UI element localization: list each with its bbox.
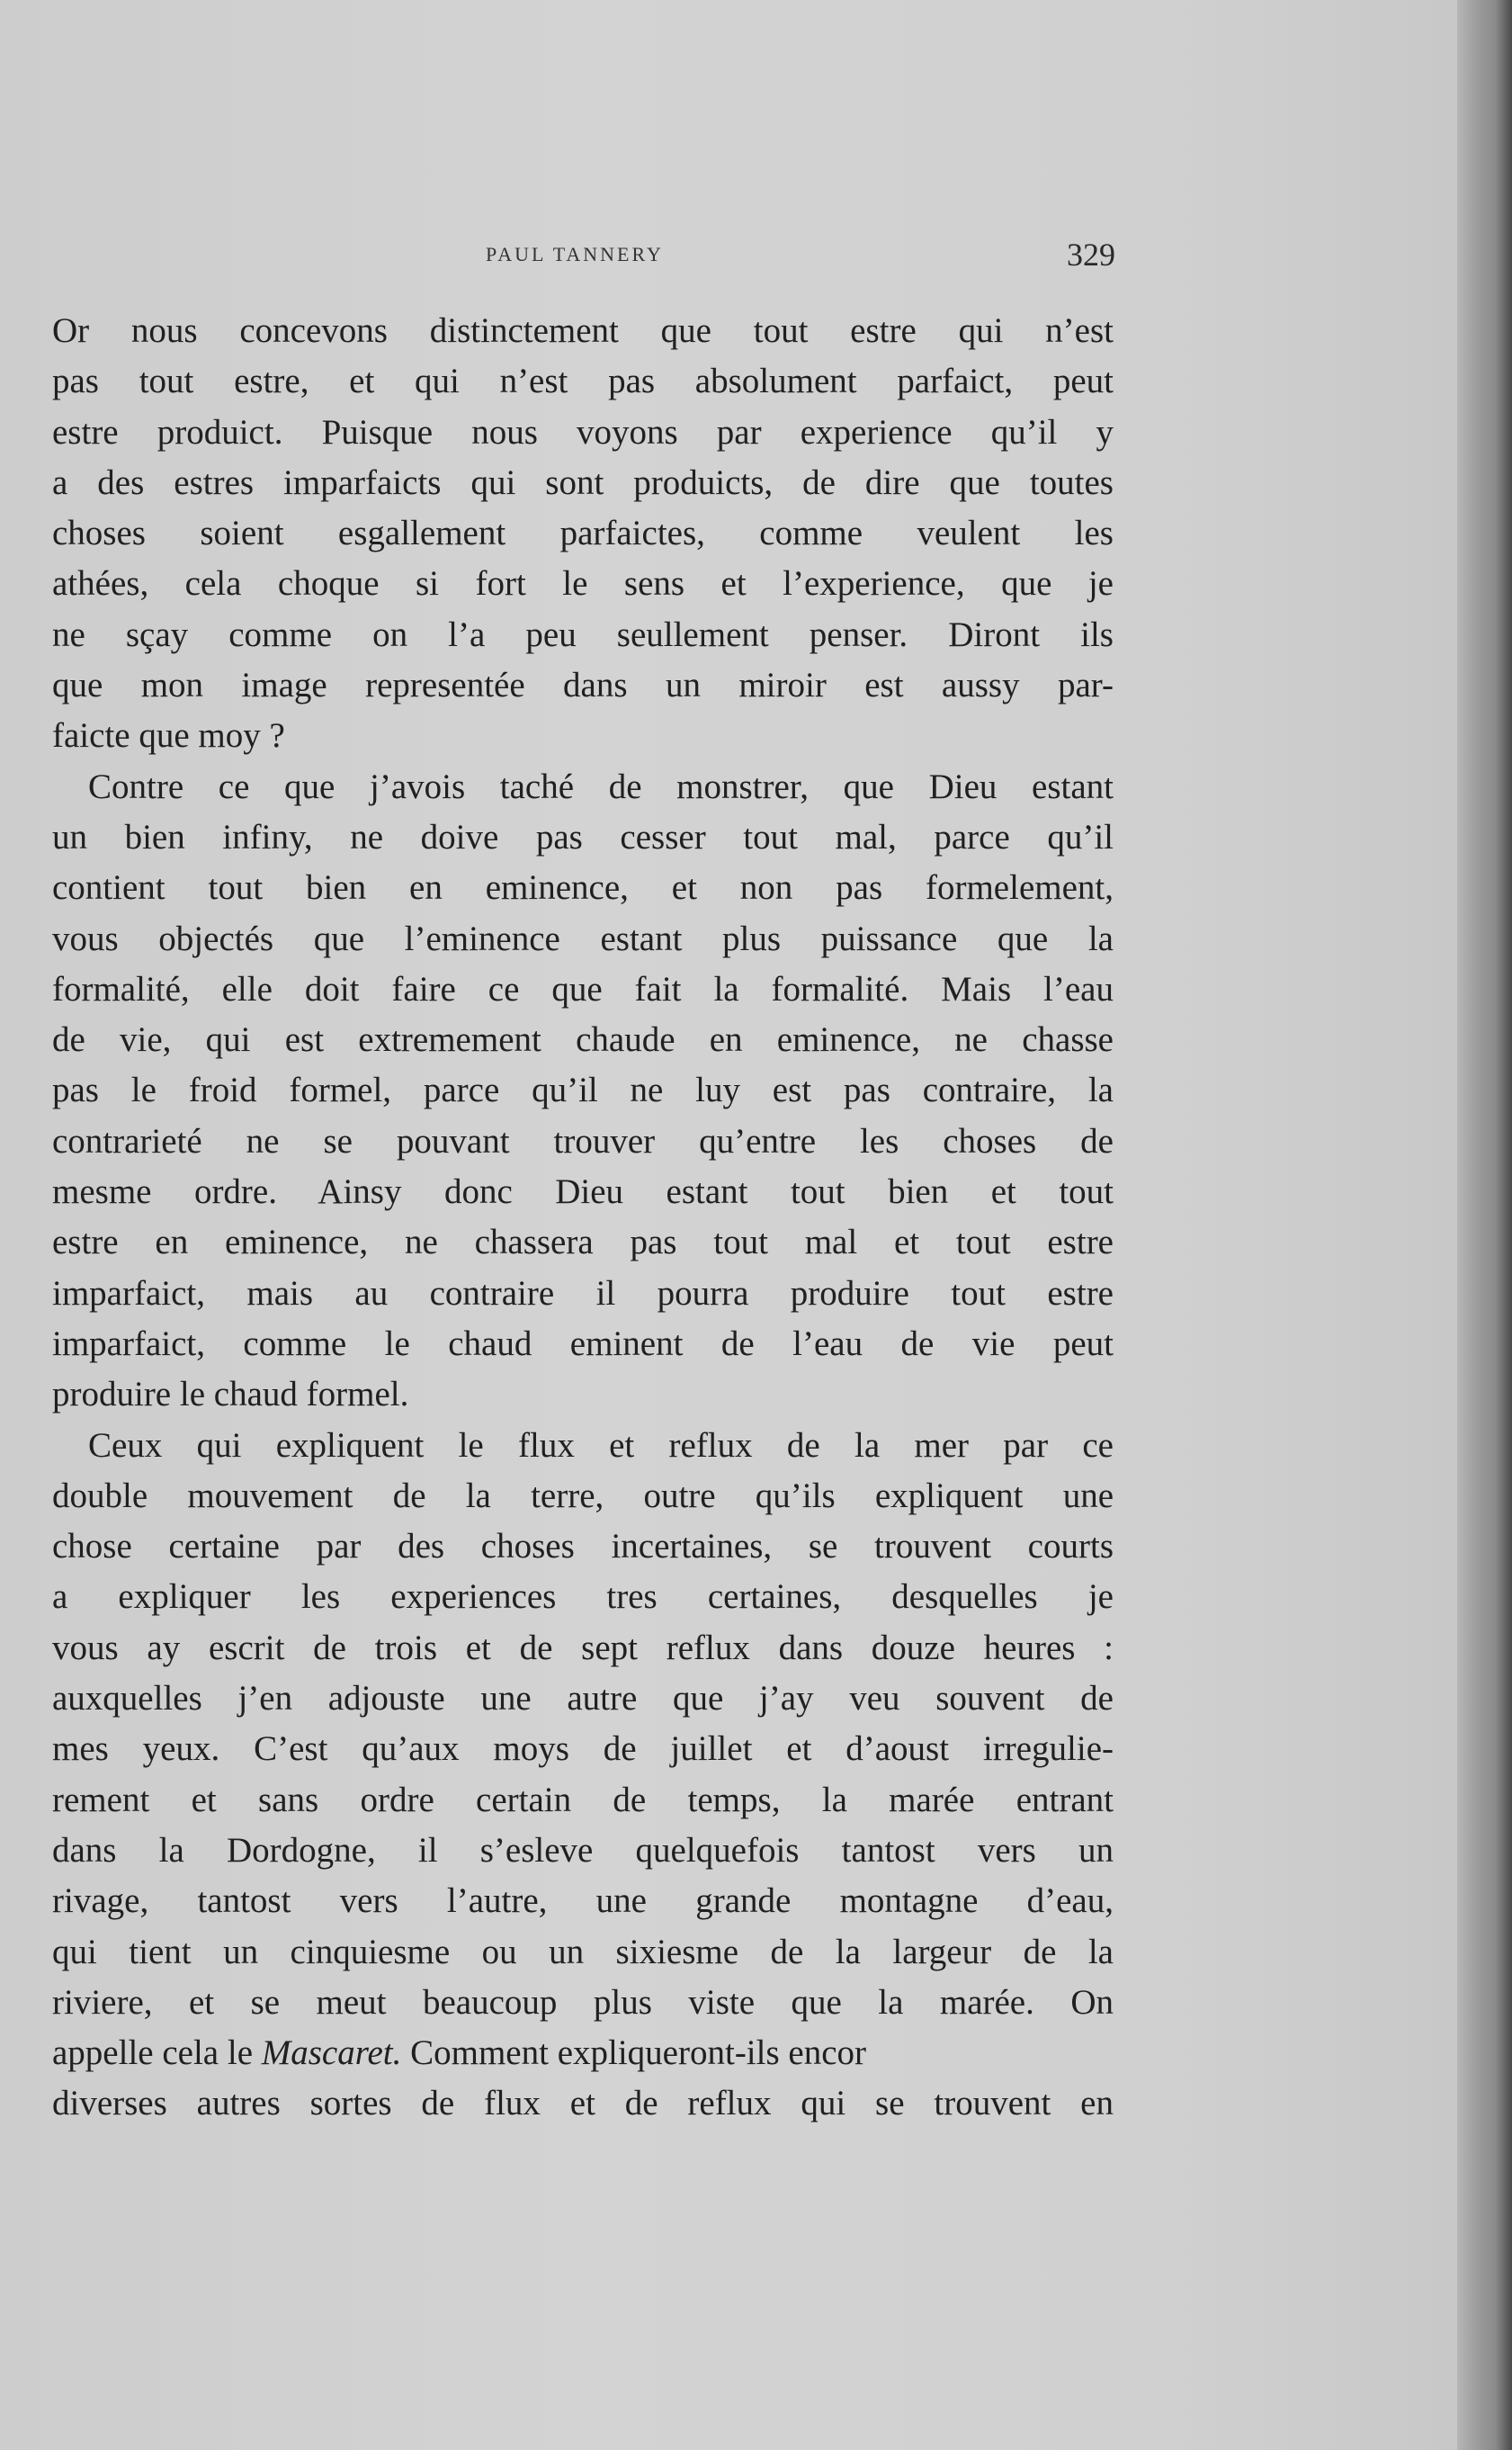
text-line: de vie, qui est extremement chaude en eminence, ne chasse xyxy=(52,1020,1114,1060)
text-line: pas tout estre, et qui n’est pas absolument parfaict, peut xyxy=(52,362,1114,401)
text-line: ne sçay comme on l’a peu seullement penser. Diront ils xyxy=(52,615,1114,654)
text-line: un bien infiny, ne doive pas cesser tout mal, parce qu’il xyxy=(52,817,1114,857)
text-line: vous ay escrit de trois et de sept reflux dans douze heures : xyxy=(52,1628,1114,1667)
text-line: chose certaine par des choses incertaines, se trouvent courts xyxy=(52,1527,1114,1566)
text-segment: appelle cela le xyxy=(52,2033,262,2073)
text-line: estre en eminence, ne chassera pas tout mal et tout estre xyxy=(52,1223,1114,1262)
book-gutter xyxy=(1457,0,1512,2450)
text-line: contrarieté ne se pouvant trouver qu’entre les choses de xyxy=(52,1121,1114,1161)
text-line: imparfaict, mais au contraire il pourra produire tout estre xyxy=(52,1273,1114,1313)
text-line: pas le froid formel, parce qu’il ne luy est pas contraire, la xyxy=(52,1071,1114,1110)
text-line: a des estres imparfaicts qui sont produicts, de dire que toutes xyxy=(52,462,1114,502)
text-line: faicte que moy ? xyxy=(52,716,285,756)
text-line: Or nous concevons distinctement que tout estre qui n’est xyxy=(52,311,1114,350)
text-line: contient tout bien en eminence, et non pas formelement, xyxy=(52,868,1114,908)
text-segment: Comment expliqueront-ils encor xyxy=(401,2033,867,2073)
text-line: mesme ordre. Ainsy donc Dieu estant tout bien et tout xyxy=(52,1172,1114,1212)
page-header xyxy=(54,236,1115,272)
text-line: estre produict. Puisque nous voyons par experience qu’il y xyxy=(52,412,1114,452)
text-line: riviere, et se meut beaucoup plus viste que la marée. On xyxy=(52,1982,1114,2022)
text-line: mes yeux. C’est qu’aux moys de juillet et d’aoust irregulie- xyxy=(52,1729,1114,1769)
text-line: qui tient un cinquiesme ou un sixiesme de la largeur de la xyxy=(52,1932,1114,1971)
text-line: athées, cela choque si fort le sens et l’experience, que je xyxy=(52,564,1114,604)
text-line: rivage, tantost vers l’autre, une grande montagne d’eau, xyxy=(52,1881,1114,1921)
body-text xyxy=(52,306,1114,2141)
text-line: vous objectés que l’eminence estant plus puissance que la xyxy=(52,919,1114,958)
text-line: choses soient esgallement parfaictes, comme veulent les xyxy=(52,514,1114,553)
text-line: Contre ce que j’avois taché de monstrer, que Dieu estant xyxy=(88,767,1114,806)
text-line: Ceux qui expliquent le flux et reflux de la mer par ce xyxy=(88,1425,1114,1465)
page-number: 329 xyxy=(1067,237,1115,273)
text-line: que mon image representée dans un miroir est aussy par- xyxy=(52,666,1114,705)
text-line: produire le chaud formel. xyxy=(52,1375,409,1414)
text-line: formalité, elle doit faire ce que fait la formalité. Mais l’eau xyxy=(52,969,1114,1009)
text-line: dans la Dordogne, il s’esleve quelquefois tantost vers un xyxy=(52,1830,1114,1870)
running-head: PAUL TANNERY xyxy=(486,243,664,265)
text-line: auxquelles j’en adjouste une autre que j’ay veu souvent de xyxy=(52,1679,1114,1719)
text-line: a expliquer les experiences tres certaines, desquelles je xyxy=(52,1577,1114,1617)
text-line: double mouvement de la terre, outre qu’ils expliquent une xyxy=(52,1476,1114,1515)
text-line-mixed xyxy=(52,2028,1114,2078)
text-line: diverses autres sortes de flux et de reflux qui se trouvent en xyxy=(52,2084,1114,2123)
text-line: imparfaict, comme le chaud eminent de l’eau de vie peut xyxy=(52,1324,1114,1363)
text-line: rement et sans ordre certain de temps, la marée entrant xyxy=(52,1780,1114,1819)
italic-term: Mascaret. xyxy=(261,2033,402,2073)
